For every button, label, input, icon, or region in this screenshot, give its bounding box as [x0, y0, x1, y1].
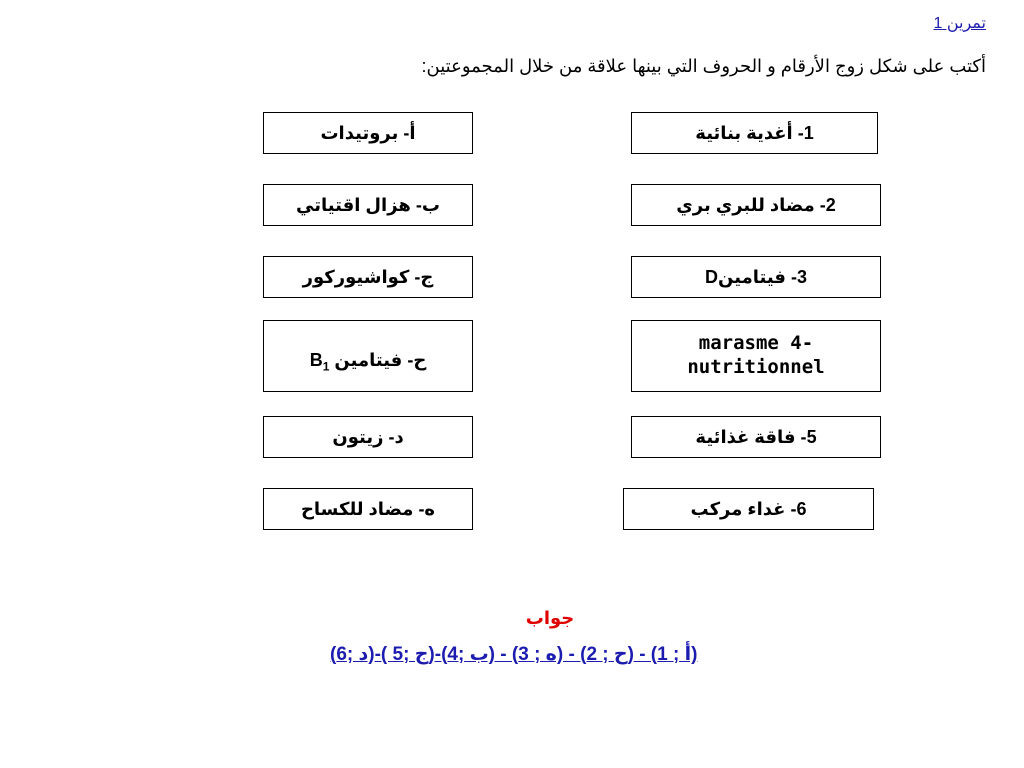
- answer-label: جواب: [525, 608, 575, 628]
- answer-link[interactable]: (أ ; 1) - (ح ; 2) - (ه ; 3) - (ب ;4)-(ج ;5 )-(د ;6): [330, 644, 698, 665]
- right-box-1-label: 1- أغدية بنائية: [695, 122, 814, 143]
- right-box-6: [623, 488, 874, 530]
- left-box-a: [263, 112, 473, 154]
- right-box-4-line2: nutritionnel: [687, 356, 825, 378]
- left-box-a-label: أ- بروتيدات: [320, 122, 416, 143]
- right-box-2: [631, 184, 881, 226]
- left-box-f-label: ه- مضاد للكساح: [300, 498, 436, 519]
- instruction-text: أكتب على شكل زوج الأرقام و الحروف التي بينها علاقة من خلال المجموعتين:: [421, 56, 986, 76]
- right-box-3-label: 3- فيتامينD: [705, 266, 807, 287]
- left-box-d-subscript: 1: [322, 359, 330, 374]
- left-box-f: [263, 488, 473, 530]
- right-box-1: [631, 112, 878, 154]
- exercise-title[interactable]: تمرين 1: [933, 15, 986, 32]
- left-box-d-text: ح- فيتامين B: [309, 350, 427, 371]
- left-box-b: [263, 184, 473, 226]
- right-box-5-label: 5- فاقة غذائية: [695, 426, 817, 447]
- left-box-e-label: د- زيتون: [332, 426, 404, 447]
- right-box-4: [631, 320, 881, 392]
- right-box-5: [631, 416, 881, 458]
- left-box-c-label: ج- كواشيوركور: [302, 266, 434, 287]
- right-box-4-line1: marasme 4-: [698, 332, 814, 355]
- left-box-d-label: [310, 349, 427, 375]
- left-box-c: [263, 256, 473, 298]
- right-box-2-label: 2- مضاد للبري بري: [676, 194, 836, 215]
- left-box-b-label: ب- هزال اقتياتي: [296, 194, 440, 215]
- right-box-3: [631, 256, 881, 298]
- right-box-6-label: 6- غداء مركب: [690, 498, 807, 519]
- left-box-d: [263, 320, 473, 392]
- left-box-e: [263, 416, 473, 458]
